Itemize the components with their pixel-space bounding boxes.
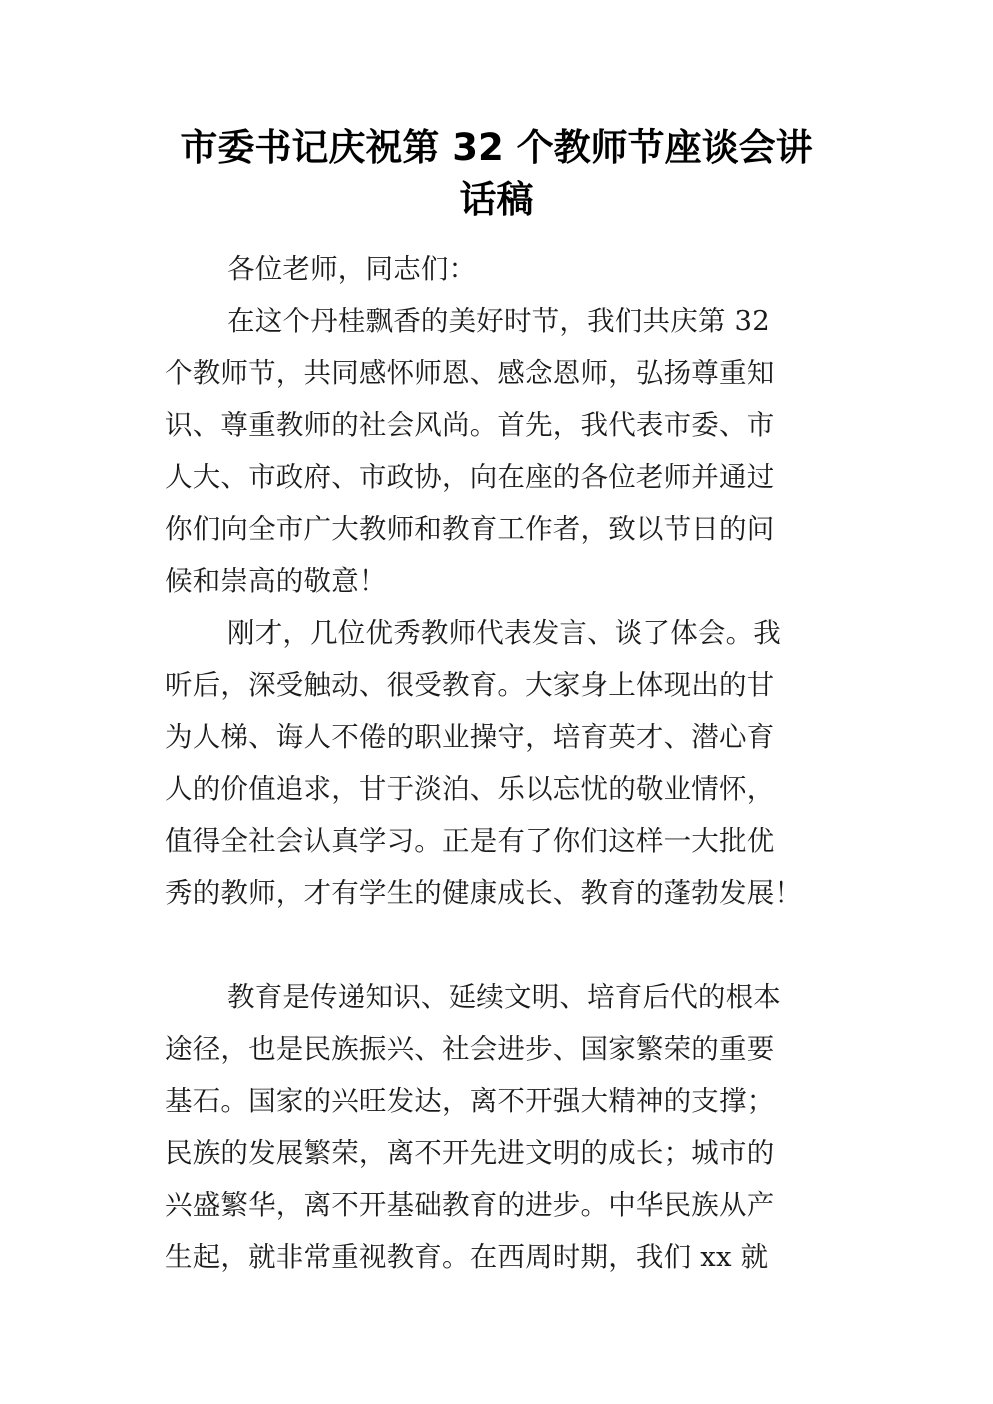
paragraph-line: 在这个丹桂飘香的美好时节，我们共庆第 32: [227, 305, 770, 337]
paragraph-line: 基石。国家的兴旺发达，离不开强大精神的支撑；: [165, 1085, 775, 1117]
paragraph-line: 个教师节，共同感怀师恩、感念恩师，弘扬尊重知: [165, 357, 775, 389]
title-line-2: 话稿: [459, 178, 534, 221]
paragraph-line: 生起，就非常重视教育。在西周时期，我们 xx 就: [165, 1241, 769, 1273]
paragraph-line: 为人梯、诲人不倦的职业操守，培育英才、潜心育: [165, 721, 775, 753]
paragraph-line: 兴盛繁华，离不开基础教育的进步。中华民族从产: [165, 1189, 775, 1221]
paragraph-line: 刚才，几位优秀教师代表发言、谈了体会。我: [227, 617, 781, 649]
paragraph-line: 候和崇高的敬意！: [165, 565, 387, 597]
paragraph-line: 人大、市政府、市政协，向在座的各位老师并通过: [165, 461, 775, 493]
paragraph-line: 识、尊重教师的社会风尚。首先，我代表市委、市: [165, 409, 775, 441]
paragraph-line: 各位老师，同志们：: [227, 253, 477, 285]
paragraph-line: 听后，深受触动、很受教育。大家身上体现出的甘: [165, 669, 775, 701]
paragraph-line: 值得全社会认真学习。正是有了你们这样一大批优: [165, 825, 775, 857]
paragraph-line: 途径，也是民族振兴、社会进步、国家繁荣的重要: [165, 1033, 775, 1065]
paragraph-line: 秀的教师，才有学生的健康成长、教育的蓬勃发展！: [165, 877, 803, 909]
title-line-1: 市委书记庆祝第 32 个教师节座谈会讲: [180, 126, 813, 169]
paragraph-line: 人的价值追求，甘于淡泊、乐以忘忧的敬业情怀，: [165, 773, 775, 805]
paragraph-line: 你们向全市广大教师和教育工作者，致以节日的问: [165, 513, 775, 545]
document-title: [150, 122, 843, 226]
paragraph-line: 教育是传递知识、延续文明、培育后代的根本: [227, 981, 781, 1013]
paragraph-line: 民族的发展繁荣，离不开先进文明的成长；城市的: [165, 1137, 775, 1169]
